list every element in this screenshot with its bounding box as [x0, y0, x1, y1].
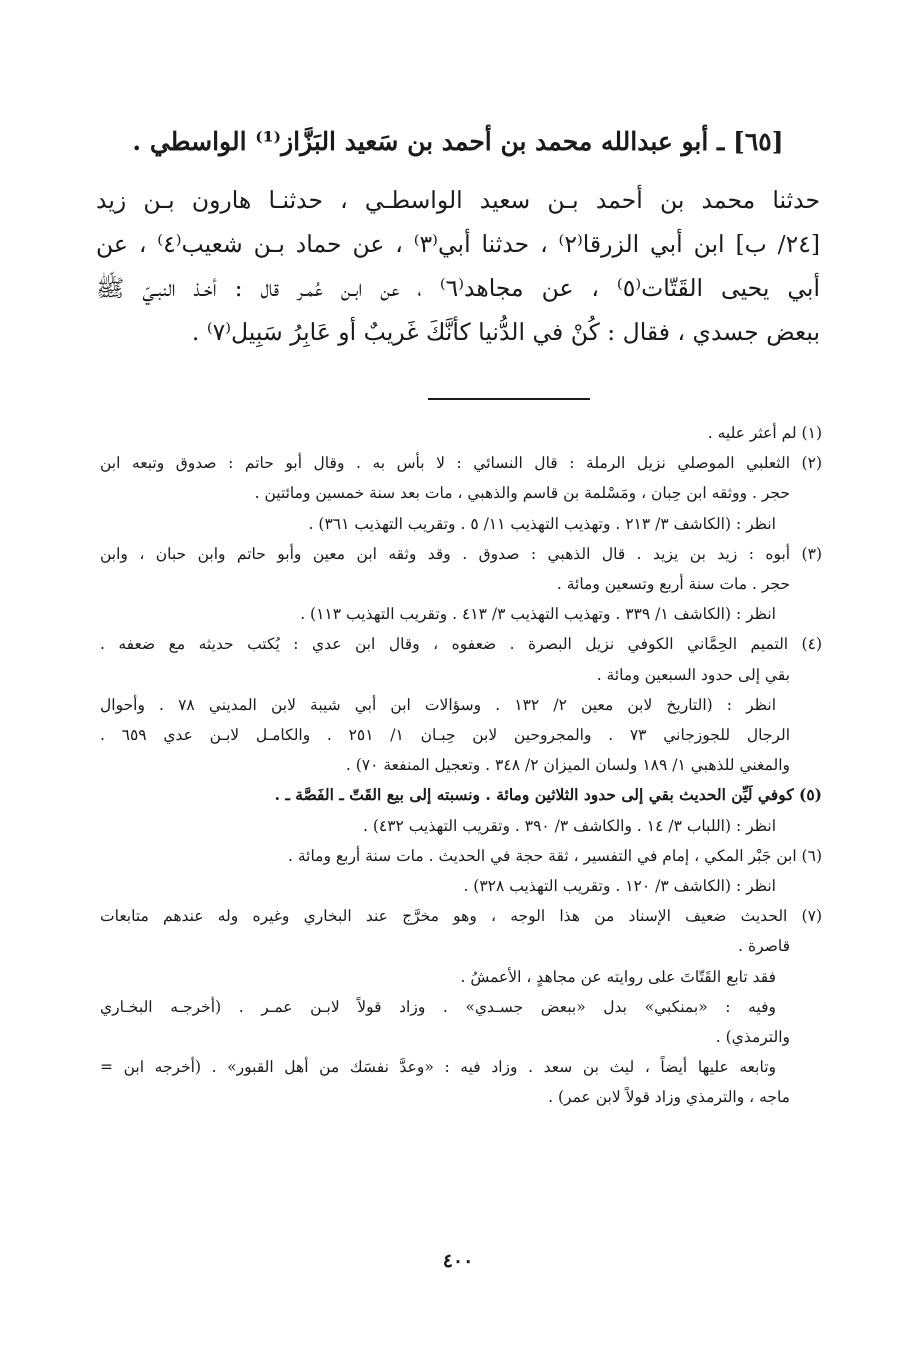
footnote-line: قاصرة . — [738, 937, 790, 956]
footnote-reference: انظر : (اللباب ٣/ ١٤ . والكاشف ٣/ ٣٩٠ . وتقريب التهذيب ٤٣٢) . — [362, 816, 776, 835]
footnote-line: وفيه : «بمنكبي» بدل «ببعض جسـدي» . وزاد قولاً لابـن عمـر . (أخرجـه البخـاري — [100, 997, 776, 1016]
footnote-line: حجر . ووثقه ابن حِبان ، ومَسْلمة بن قاسم والذهبي ، مات بعد سنة خمسين ومائتين . — [254, 484, 790, 503]
footnote-line: (٧) الحديث ضعيف الإسناد من هذا الوجه ، وهو مخرَّج عند البخاري وغيره وله عندهم متابعات — [100, 907, 822, 926]
body-line: أبي يحيى القَتّات⁽٥⁾ ، عن مجاهد⁽٦⁾ ، عن ابـن عُمـر قال : أخـذ النبـيّ ﷺ — [96, 274, 820, 302]
footnote-reference: انظر : (الكاشف ٣/ ١٢٠ . وتقريب التهذيب ٣٢٨) . — [463, 877, 776, 896]
footnote-line: (٥) كوفي لَيِّن الحديث بقي إلى حدود الثلاثين ومائة . ونسبته إلى بيع القَتّ ـ الفَصَّة ـ . — [274, 785, 822, 805]
entry-heading: [٦٥] ـ أبو عبدالله محمد بن أحمد بن سَعيد البَزَّاز⁽¹⁾ الواسطي . — [132, 127, 784, 156]
footnote-line: والترمذي) . — [715, 1028, 790, 1047]
footnote-line: ماجه ، والترمذي وزاد قولاً لابن عمر) . — [548, 1088, 790, 1107]
footnote-reference: انظر : (الكاشف ١/ ٣٣٩ . وتهذيب التهذيب ٣/ ٤١٣ . وتقريب التهذيب ١١٣) . — [300, 605, 776, 624]
footnote-line: وتابعه عليها أيضاً ، ليث بن سعد . وزاد فيه : «وعدَّ نفسَك من أهل القبور» . (أخرجه ابن = — [100, 1058, 776, 1077]
footnote-line: (٦) ابن جَبْر المكي ، إمام في التفسير ، ثقة حجة في الحديث . مات سنة أربع ومائة . — [287, 846, 822, 865]
footnote-separator — [428, 398, 590, 400]
footnotes — [100, 418, 822, 1113]
footnote-reference: انظر : (الكاشف ٣/ ٢١٣ . وتهذيب التهذيب ١١/ ٥ . وتقريب التهذيب ٣٦١) . — [308, 514, 776, 533]
footnote-line: (٣) أبوه : زيد بن يزيد . قال الذهبي : صدوق . وقد وثقه ابن معين وأبو حاتم وابن حبان ، وابن — [100, 544, 822, 563]
footnote-reference: انظر : (التاريخ لابن معين ٢/ ١٣٢ . وسؤالات ابن أبي شيبة لابن المديني ٧٨ . وأحوال — [100, 695, 776, 714]
body-line: ببعض جسدي ، فقال : كُنْ في الدُّنيا كأنَّكَ غَريبٌ أو عَابِرُ سَبِيل⁽٧⁾ . — [191, 318, 820, 346]
footnote-line: حجر . مات سنة أربع وتسعين ومائة . — [556, 575, 790, 594]
footnote-line: (٢) الثعلبي الموصلي نزيل الرملة : قال النسائي : لا بأس به . وقال أبو حاتم : صدوق وتبعه ابن — [100, 454, 822, 473]
footnote-line: (١) لم أعثر عليه . — [707, 424, 822, 442]
footnote-reference: الرجال للجوزجاني ٧٣ . والمجروحين لابن حِبـان ١/ ٢٥١ . والكامـل لابـن عدي ٦٥٩ . — [100, 726, 791, 745]
footnote-line: بقي إلى حدود السبعين ومائة . — [596, 665, 790, 684]
footnote-line: (٤) التميم الحِمَّاني الكوفي نزيل البصرة . ضعفوه ، وقال ابن عدي : يُكتب حديثه مع ضعفه . — [100, 635, 822, 654]
body-line: حدثنا محمد بن أحمد بـن سعيد الواسطـي ، حدثنـا هارون بـن زيد — [96, 186, 820, 214]
hadith-text — [96, 178, 820, 354]
footnote-reference: والمغني للذهبي ١/ ١٨٩ ولسان الميزان ٢/ ٣٤٨ . وتعجيل المنفعة ٧٠) . — [345, 756, 790, 775]
footnote-line: فقد تابع القَتّاتَ على روايته عن مجاهدٍ ، الأعمشُ . — [460, 967, 776, 986]
page-number: ٤٠٠ — [442, 1250, 474, 1272]
body-line: [٢٤/ ب] ابن أبي الزرقا⁽٢⁾ ، حدثنا أبي⁽٣⁾ ، عن حماد بـن شعيب⁽٤⁾ ، عن — [96, 230, 821, 258]
